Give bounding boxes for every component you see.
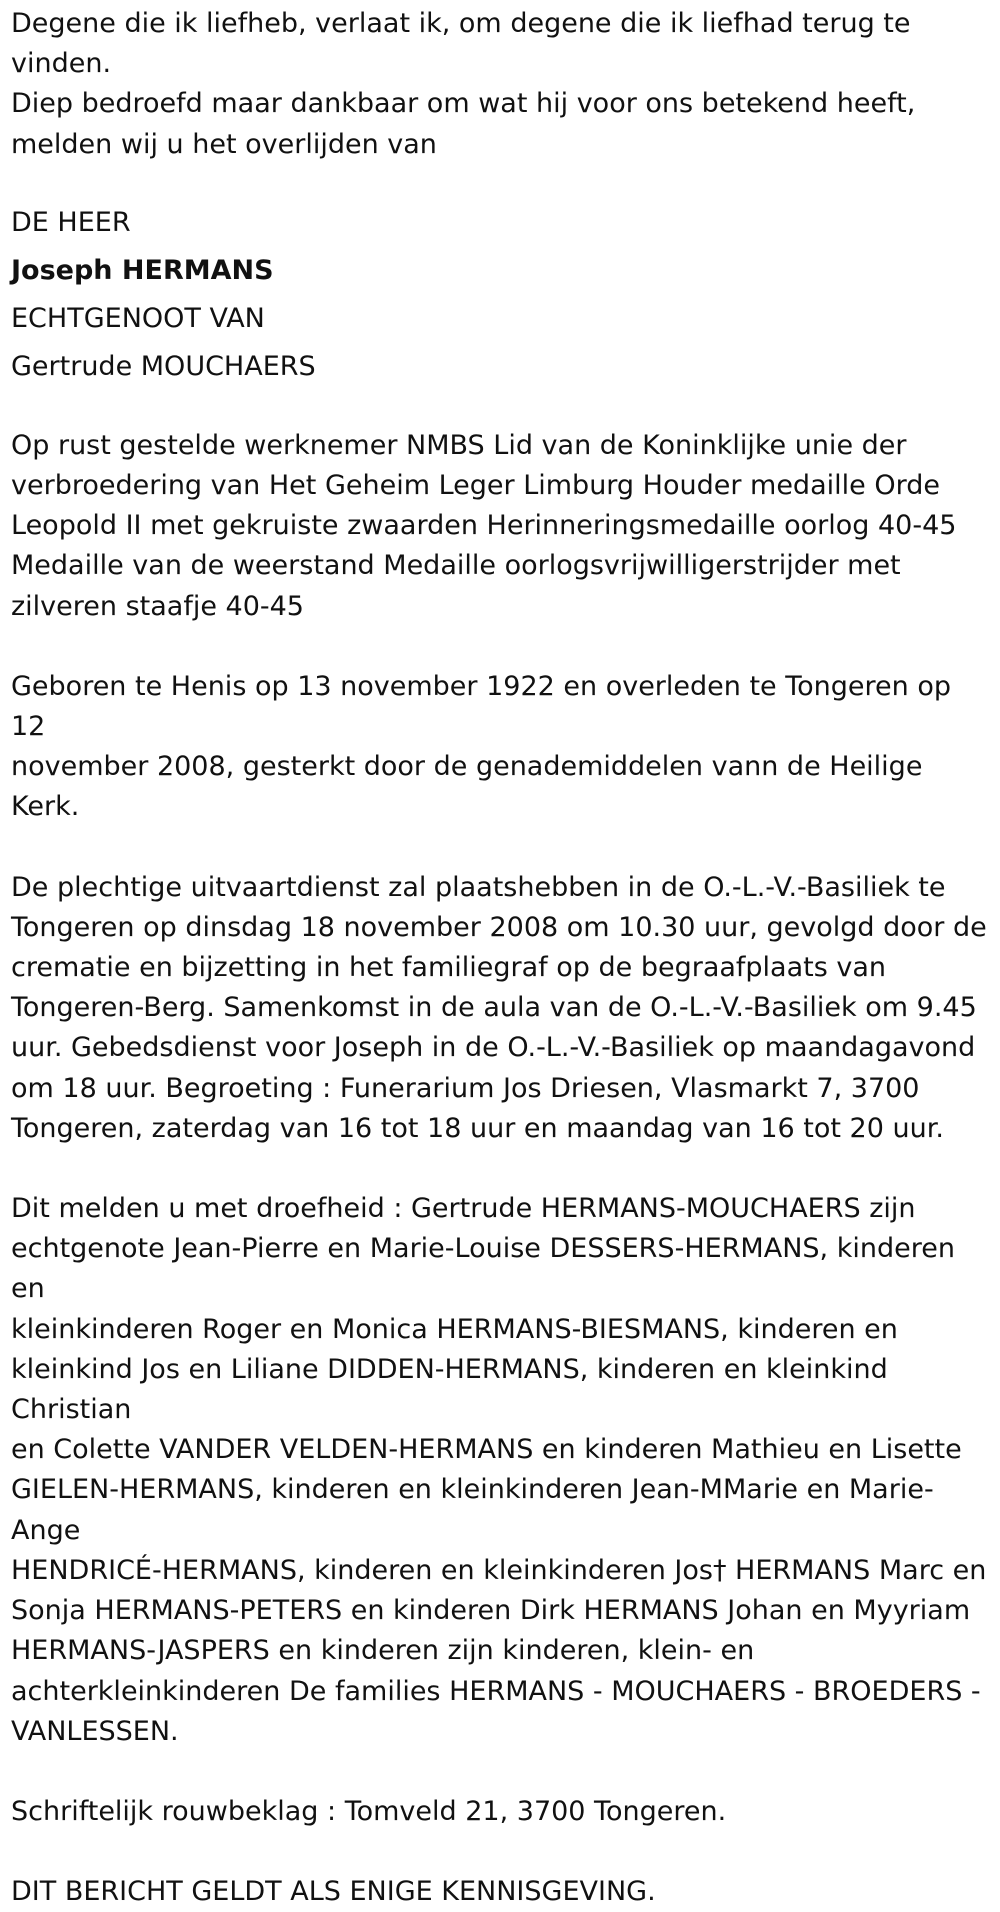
birth-death-paragraph [11,667,989,828]
service-paragraph [11,868,989,1149]
family-line: achterkleinkinderen De families HERMANS - MOUCHAERS - BROEDERS - [11,1675,981,1707]
sole-notice: DIT BERICHT GELDT ALS ENIGE KENNISGEVING. [11,1876,656,1908]
family-line: Sonja HERMANS-PETERS en kinderen Dirk HERMANS Johan en Myyriam [11,1595,971,1627]
family-paragraph [11,1189,989,1752]
family-line: kleinkinderen Roger en Monica HERMANS-BIESMANS, kinderen en [11,1313,898,1345]
service-line: Tongeren-Berg. Samenkomst in de aula van de O.-L.-V.-Basiliek om 9.45 [11,992,977,1024]
spouse-name: Gertrude MOUCHAERS [11,350,316,382]
intro-line: melden wij u het overlijden van [11,128,437,160]
family-line: GIELEN-HERMANS, kinderen en kleinkinderen Jean-MMarie en Marie-Ange [11,1474,934,1546]
service-line: Tongeren, zaterdag van 16 tot 18 uur en maandag van 16 tot 20 uur. [11,1112,944,1144]
family-line: HENDRICÉ-HERMANS, kinderen en kleinkinderen Jos† HERMANS Marc en [11,1554,987,1586]
family-line: echtgenote Jean-Pierre en Marie-Louise DESSERS-HERMANS, kinderen en [11,1233,955,1305]
notice-paragraph [11,1872,989,1912]
service-line: uur. Gebedsdienst voor Joseph in de O.-L.-V.-Basiliek op maandagavond [11,1032,976,1064]
deceased-name: Joseph HERMANS [11,254,274,286]
family-line: en Colette VANDER VELDEN-HERMANS en kinderen Mathieu en Lisette [11,1434,962,1466]
deceased-block [11,199,989,391]
career-line: Medaille van de weerstand Medaille oorlogsvrijwilligerstrijder met [11,550,901,582]
condolence-address: Schriftelijk rouwbeklag : Tomveld 21, 3700 Tongeren. [11,1795,727,1827]
intro-line: Degene die ik liefheb, verlaat ik, om degene die ik liefhad terug te vinden. [11,8,911,80]
career-line: zilveren staafje 40-45 [11,590,304,622]
deceased-title: DE HEER [11,206,131,238]
service-line: De plechtige uitvaartdienst zal plaatshebben in de O.-L.-V.-Basiliek te [11,871,946,903]
family-line: HERMANS-JASPERS en kinderen zijn kinderen, klein- en [11,1635,755,1667]
service-line: Tongeren op dinsdag 18 november 2008 om 10.30 uur, gevolgd door de [11,911,987,943]
birth-death-line: november 2008, gesterkt door de genademiddelen vann de Heilige Kerk. [11,751,923,823]
deceased-relation: ECHTGENOOT VAN [11,302,265,334]
family-line: kleinkind Jos en Liliane DIDDEN-HERMANS, kinderen en kleinkind Christian [11,1353,888,1426]
career-line: Leopold II met gekruiste zwaarden Herinneringsmedaille oorlog 40-45 [11,510,957,542]
service-line: om 18 uur. Begroeting : Funerarium Jos Driesen, Vlasmarkt 7, 3700 [11,1072,920,1104]
service-line: crematie en bijzetting in het familiegraf op de begraafplaats van [11,952,887,984]
intro-paragraph [11,4,989,165]
family-line: VANLESSEN. [11,1715,179,1747]
career-line: Op rust gestelde werknemer NMBS Lid van de Koninklijke unie der [11,429,907,461]
condolence-paragraph [11,1792,989,1832]
birth-death-line: Geboren te Henis op 13 november 1922 en overleden te Tongeren op 12 [11,670,952,743]
career-line: verbroedering van Het Geheim Leger Limburg Houder medaille Orde [11,470,940,502]
intro-line: Diep bedroefd maar dankbaar om wat hij voor ons betekend heeft, [11,88,916,120]
family-line: Dit melden u met droefheid : Gertrude HERMANS-MOUCHAERS zijn [11,1193,916,1225]
career-paragraph [11,426,989,627]
